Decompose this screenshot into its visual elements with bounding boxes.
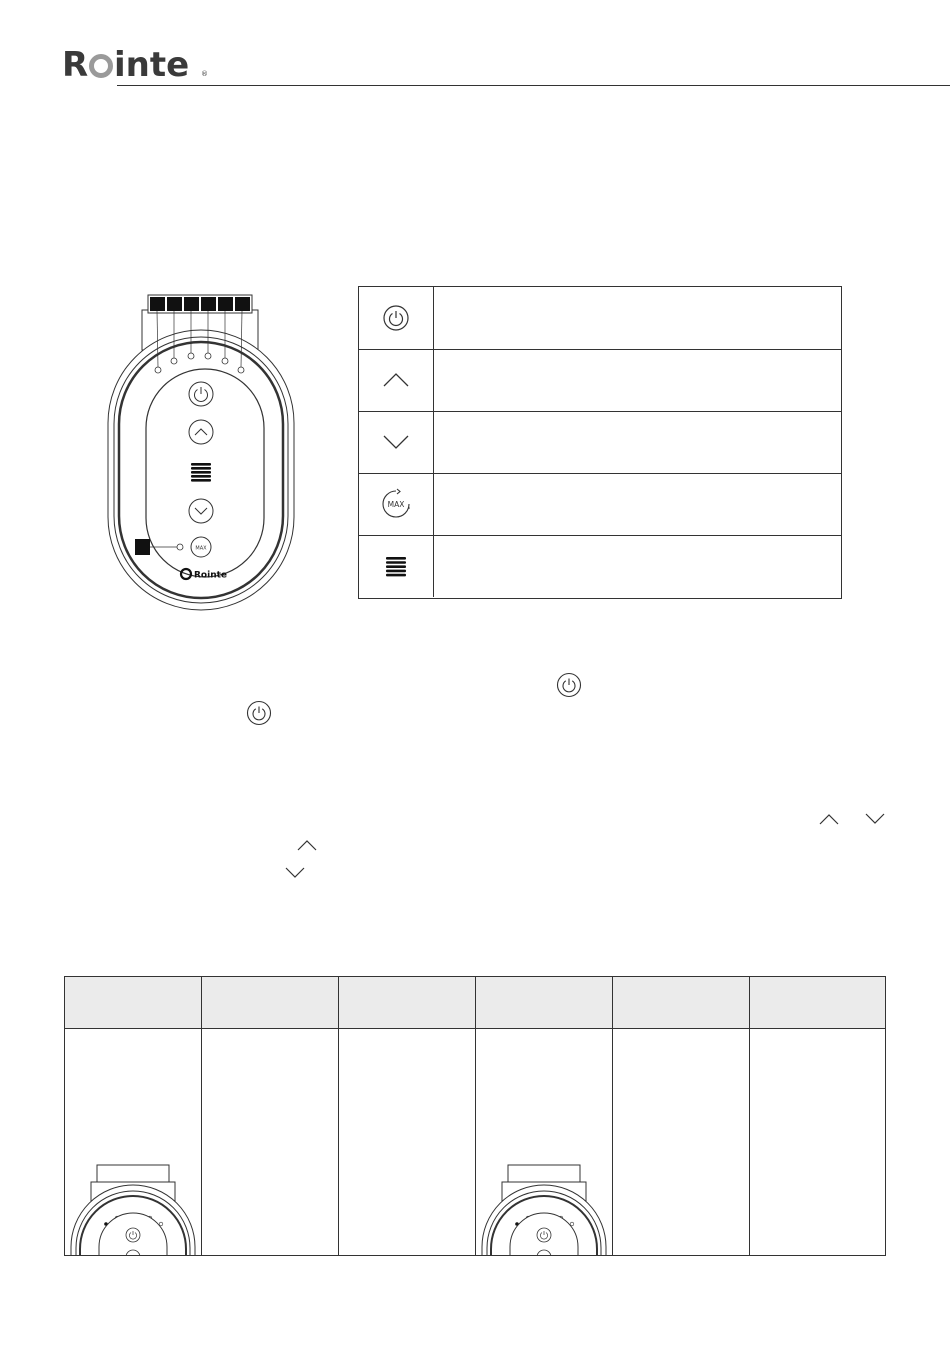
- led-indicator: [238, 367, 244, 373]
- levels-column-header: [750, 977, 885, 1029]
- levels-column-body: [65, 1029, 201, 1255]
- power-icon: [556, 672, 582, 698]
- header-rule: [117, 85, 950, 86]
- levels-column-body: [476, 1029, 612, 1255]
- legend-row-power: [359, 287, 841, 350]
- legend-row-levels: [359, 535, 841, 597]
- segment-block: [184, 297, 199, 311]
- legend-text-cell: [434, 411, 841, 473]
- device-max-label: MAX: [195, 545, 207, 552]
- device-brand-label: Rointe: [194, 570, 228, 581]
- legend-row-max: [359, 473, 841, 536]
- legend-icon-cell: [359, 535, 434, 597]
- levels-column-header: [613, 977, 749, 1029]
- levels-column: [202, 977, 339, 1255]
- segment-block: [167, 297, 182, 311]
- legend-text-cell: [434, 287, 841, 349]
- chevron-down-icon: [381, 432, 411, 452]
- button-legend-table: [358, 286, 842, 599]
- levels-column-header: [339, 977, 475, 1029]
- legend-row-down: [359, 411, 841, 474]
- device-down-button: [189, 499, 213, 523]
- levels-column-header: [65, 977, 201, 1029]
- device-max-button: [191, 537, 211, 557]
- levels-column: [476, 977, 613, 1255]
- legend-text-cell: [434, 535, 841, 597]
- device-power-button: [189, 382, 213, 406]
- levels-column: [750, 977, 885, 1255]
- logo-registered-mark: ®: [201, 70, 208, 78]
- mini-device-illustration: [476, 1162, 612, 1255]
- levels-column-header: [202, 977, 338, 1029]
- max-led-callout-box: [135, 539, 150, 555]
- levels-column-body: [750, 1029, 885, 1255]
- levels-column: [65, 977, 202, 1255]
- rointe-logo: [62, 44, 212, 84]
- chevron-up-icon: [296, 838, 318, 852]
- chevron-down-icon: [864, 812, 886, 826]
- chevron-up-icon: [381, 370, 411, 390]
- logo-letter-r: R: [62, 45, 89, 84]
- logo-letters-inte: inte: [114, 45, 190, 84]
- mini-device-illustration: [65, 1162, 201, 1255]
- heat-levels-table: [64, 976, 886, 1256]
- led-indicator: [205, 353, 211, 359]
- led-indicator: [222, 358, 228, 364]
- chevron-down-icon: [284, 866, 306, 880]
- legend-text-cell: [434, 349, 841, 411]
- logo-o-ring: [92, 57, 111, 76]
- legend-icon-cell: [359, 287, 434, 349]
- chevron-up-icon: [818, 812, 840, 826]
- menu-lines-icon: [385, 555, 407, 577]
- power-icon: [382, 304, 410, 332]
- max-boost-label: MAX: [387, 500, 405, 509]
- levels-column-body: [202, 1029, 338, 1255]
- legend-text-cell: [434, 473, 841, 535]
- led-indicator: [155, 367, 161, 373]
- device-up-button: [189, 420, 213, 444]
- legend-row-up: [359, 349, 841, 412]
- segment-block: [150, 297, 165, 311]
- thermostat-controller-diagram: [100, 285, 300, 615]
- segment-block: [218, 297, 233, 311]
- max-boost-icon: [380, 488, 412, 520]
- levels-column: [613, 977, 750, 1255]
- led-indicator: [171, 358, 177, 364]
- power-icon: [246, 700, 272, 726]
- segment-block: [201, 297, 216, 311]
- levels-column-body: [613, 1029, 749, 1255]
- max-led-indicator: [177, 544, 183, 550]
- legend-icon-cell: [359, 473, 434, 535]
- led-indicator: [188, 353, 194, 359]
- legend-icon-cell: [359, 349, 434, 411]
- segment-block: [235, 297, 250, 311]
- levels-column: [339, 977, 476, 1255]
- legend-icon-cell: [359, 411, 434, 473]
- levels-column-body: [339, 1029, 475, 1255]
- levels-column-header: [476, 977, 612, 1029]
